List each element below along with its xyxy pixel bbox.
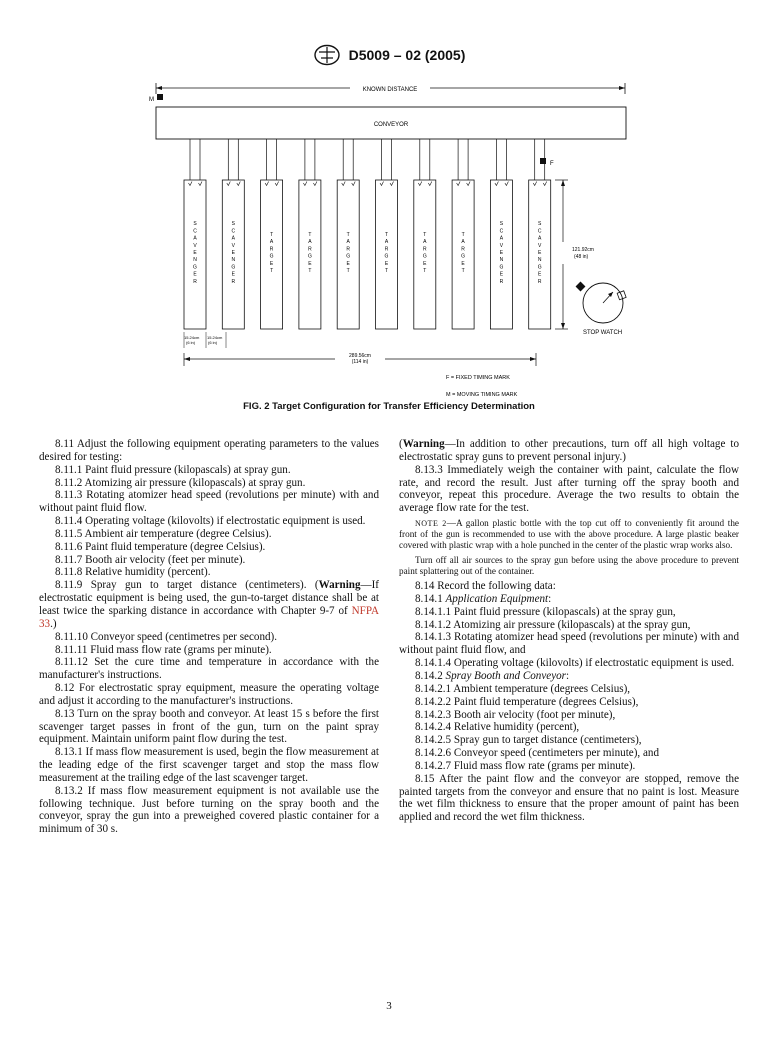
section-title: Spray Booth and Conveyor — [445, 669, 566, 682]
hook-mark — [189, 182, 193, 186]
hook-mark — [237, 182, 241, 186]
hook-mark — [313, 182, 317, 186]
paragraph: 8.11.5 Ambient air temperature (degree Celsius). — [55, 527, 272, 540]
panel-label: T A R G E T — [461, 232, 466, 274]
warning-label: Warning — [402, 438, 445, 450]
text-span: 8.14.2 — [415, 669, 446, 682]
hook-mark — [275, 182, 279, 186]
fixed-timing-mark — [540, 158, 546, 164]
label-m: M — [149, 97, 154, 103]
legend-moving: M = MOVING TIMING MARK — [446, 392, 518, 398]
hook-mark — [199, 182, 203, 186]
hook-mark — [533, 182, 537, 186]
gap2-label-in: (6 in) — [208, 340, 218, 345]
panel-label: S C A V E N G E R — [193, 221, 197, 285]
paragraph: 8.15 After the paint flow and the conveyor are stopped, remove the painted targets from the conveyor and ensure that no paint is lost. Measure the wet film thickness to ensure that the proper amount of paint has been applied and record the wet film thickness. — [399, 772, 739, 824]
paragraph: 8.13.2 If mass flow measurement equipment is not available use the following technique. Just before turning on the spray booth and the conveyor, spray the gun into a preweighed covered plastic container for a minimum of 30 s. — [39, 784, 379, 836]
astm-logo-icon — [313, 44, 341, 66]
panel-label: T A R G E T — [346, 232, 351, 274]
moving-timing-mark — [157, 94, 163, 100]
panel-scavenger — [490, 139, 512, 329]
paragraph: 8.14.2.4 Relative humidity (percent), — [415, 721, 580, 734]
paragraph: 8.14.2.3 Booth air velocity (foot per minute), — [415, 708, 616, 721]
paragraph: 8.11.2 Atomizing air pressure (kilopascals) at spray gun. — [55, 476, 306, 489]
nfpa-33-link[interactable]: NFPA 33 — [39, 604, 379, 630]
panel-scavenger — [529, 139, 551, 329]
panel-scavenger — [222, 139, 244, 329]
paragraph: 8.11.3 Rotating atomizer head speed (revolutions per minute) with and without paint fluid flow. — [39, 489, 379, 515]
paragraph: 8.12 For electrostatic spray equipment, measure the operating voltage and adjust it according to the manufacturer's instructions. — [39, 682, 379, 707]
text-span: 8.14.1 — [415, 592, 446, 605]
text-span: ( — [399, 438, 403, 450]
paragraph: 8.11.8 Relative humidity (percent). — [55, 566, 211, 579]
paragraph-heading — [399, 593, 739, 606]
note-2-continued: Turn off all air sources to the spray gun before using the above procedure to prevent paint splattering out of the container. — [399, 554, 739, 576]
document-id: D5009 – 02 (2005) — [348, 47, 466, 63]
paragraph: 8.11.4 Operating voltage (kilovolts) if electrostatic equipment is used. — [55, 515, 366, 528]
target-panels — [184, 139, 551, 329]
paragraph: 8.13 Turn on the spray booth and conveyor. At least 15 s before the first scavenger target passes in front of the gun, turn on the paint spray equipment. Maintain uniform paint flow during the test. — [39, 707, 379, 746]
hook-mark — [342, 182, 346, 186]
hook-mark — [457, 182, 461, 186]
panel-label: T A R G E T — [384, 232, 389, 274]
hook-mark — [380, 182, 384, 186]
section-title: Application Equipment — [445, 592, 549, 605]
hook-mark — [467, 182, 471, 186]
hook-mark — [352, 182, 356, 186]
width-label: 289.56cm — [349, 353, 371, 359]
known-distance-label: KNOWN DISTANCE — [362, 87, 418, 93]
hook-mark — [495, 182, 499, 186]
paragraph: 8.11.11 Fluid mass flow rate (grams per minute). — [55, 643, 272, 656]
gap2-label: 15.24cm — [207, 335, 223, 340]
page-number: 3 — [386, 1000, 392, 1012]
paragraph: 8.14.2.2 Paint fluid temperature (degrees Celsius), — [415, 695, 639, 708]
text-span: —If electrostatic equipment is being used, the gun-to-target distance shall be at least twice the sparking distance in accordance with Chapter 9-7 of — [39, 579, 379, 617]
text-span: .) — [50, 617, 57, 630]
warning-label: Warning — [318, 579, 361, 592]
paragraph: 8.14.1.1 Paint fluid pressure (kilopascals) at the spray gun, — [415, 605, 676, 618]
paragraph: 8.14.1.4 Operating voltage (kilovolts) if electrostatic equipment is used. — [415, 657, 735, 670]
panel-target — [337, 139, 359, 329]
paragraph: 8.14.1.3 Rotating atomizer head speed (revolutions per minute) with and without paint fluid flow, and — [399, 631, 739, 657]
width-dimension — [184, 353, 536, 366]
note-text: —A gallon plastic bottle with the top cut off to conveniently fit around the front of the gun is recommended to use with the above procedure. A large plastic beaker covered with plastic wrap with a hole punched in the center of the plastic wrap works also. — [399, 518, 739, 551]
paragraph: 8.11.7 Booth air velocity (feet per minute). — [55, 553, 246, 566]
text-span: 8.11.9 Spray gun to target distance (centimeters). ( — [55, 579, 319, 592]
paragraph: 8.14.2.7 Fluid mass flow rate (grams per minute). — [415, 759, 636, 772]
height-label: 121.92cm — [572, 247, 594, 253]
text-span: —In addition to other precautions, turn off all high voltage to electrostatic spray guns to prevent personal injury.) — [399, 438, 739, 463]
left-column — [39, 438, 379, 836]
hook-mark — [390, 182, 394, 186]
gap1-label-in: (6 in) — [186, 340, 196, 345]
paragraph: 8.11 Adjust the following equipment operating parameters to the values desired for testing: — [39, 438, 379, 463]
paragraph: 8.11.12 Set the cure time and temperature in accordance with the manufacturer's instructions. — [39, 656, 379, 682]
legend-fixed: F = FIXED TIMING MARK — [446, 375, 510, 381]
gap-dimension — [184, 332, 226, 348]
paragraph-heading — [399, 670, 739, 683]
paragraph-warning — [39, 579, 379, 630]
hook-mark — [428, 182, 432, 186]
paragraph: 8.13.3 Immediately weigh the container with paint, calculate the flow rate, and record the result. Just after turning off the spray booth and conveyor, repeat this procedure. Average the two results to obtain the average flow rate for the test. — [399, 463, 739, 515]
panel-label: S C A V E N G E R — [537, 221, 542, 285]
paragraph: 8.14 Record the following data: — [415, 580, 556, 593]
panel-label: T A R G E T — [269, 232, 274, 274]
panel-label: T A R G E T — [422, 232, 427, 274]
hook-mark — [265, 182, 269, 186]
hook-mark — [418, 182, 422, 186]
stopwatch-icon — [576, 282, 627, 336]
note-label: NOTE 2 — [415, 519, 447, 529]
paragraph: 8.11.6 Paint fluid temperature (degree Celsius). — [55, 540, 266, 553]
figure-caption: FIG. 2 Target Configuration for Transfer Efficiency Determination — [243, 401, 535, 412]
known-distance-dimension — [156, 83, 625, 94]
note-2 — [399, 518, 739, 552]
panel-target — [261, 139, 283, 329]
hook-mark — [505, 182, 509, 186]
panel-target — [414, 139, 436, 329]
paragraph: 8.13.1 If mass flow measurement is used, begin the flow measurement at the leading edge of the first scavenger target and stop the mass flow measurement at the trailing edge of the last scavenger target. — [39, 746, 379, 784]
panel-label: T A R G E T — [307, 232, 312, 274]
panel-target — [452, 139, 474, 329]
height-label-in: (48 in) — [574, 254, 589, 260]
text-span: : — [566, 669, 570, 682]
paragraph-warning — [399, 438, 739, 464]
paragraph: 8.11.10 Conveyor speed (centimetres per second). — [55, 630, 278, 643]
panel-label: S C A V E N G E R — [499, 221, 504, 285]
paragraph: 8.14.2.1 Ambient temperature (degrees Celsius), — [415, 682, 631, 695]
paragraph: 8.11.1 Paint fluid pressure (kilopascals) at spray gun. — [55, 463, 291, 476]
text-span: : — [548, 592, 552, 605]
paragraph: 8.14.2.5 Spray gun to target distance (centimeters), — [415, 734, 642, 747]
width-label-in: (114 in) — [351, 359, 369, 365]
page-header — [0, 44, 778, 66]
panel-scavenger — [184, 139, 206, 329]
target-configuration-figure — [140, 74, 640, 404]
hook-mark — [303, 182, 307, 186]
gap1-label: 15.24cm — [184, 335, 200, 340]
conveyor-label: CONVEYOR — [373, 122, 409, 128]
paragraph: 8.14.1.2 Atomizing air pressure (kilopascals) at the spray gun, — [415, 618, 691, 631]
hook-mark — [227, 182, 231, 186]
panel-target — [376, 139, 398, 329]
right-column — [399, 438, 739, 824]
label-f: F — [550, 161, 554, 167]
height-dimension — [555, 180, 594, 329]
panel-label: S C A V E N G E R — [231, 221, 236, 285]
paragraph: 8.14.2.6 Conveyor speed (centimeters per minute), and — [415, 747, 659, 760]
hook-mark — [543, 182, 547, 186]
panel-target — [299, 139, 321, 329]
stopwatch-label: STOP WATCH — [583, 330, 623, 336]
